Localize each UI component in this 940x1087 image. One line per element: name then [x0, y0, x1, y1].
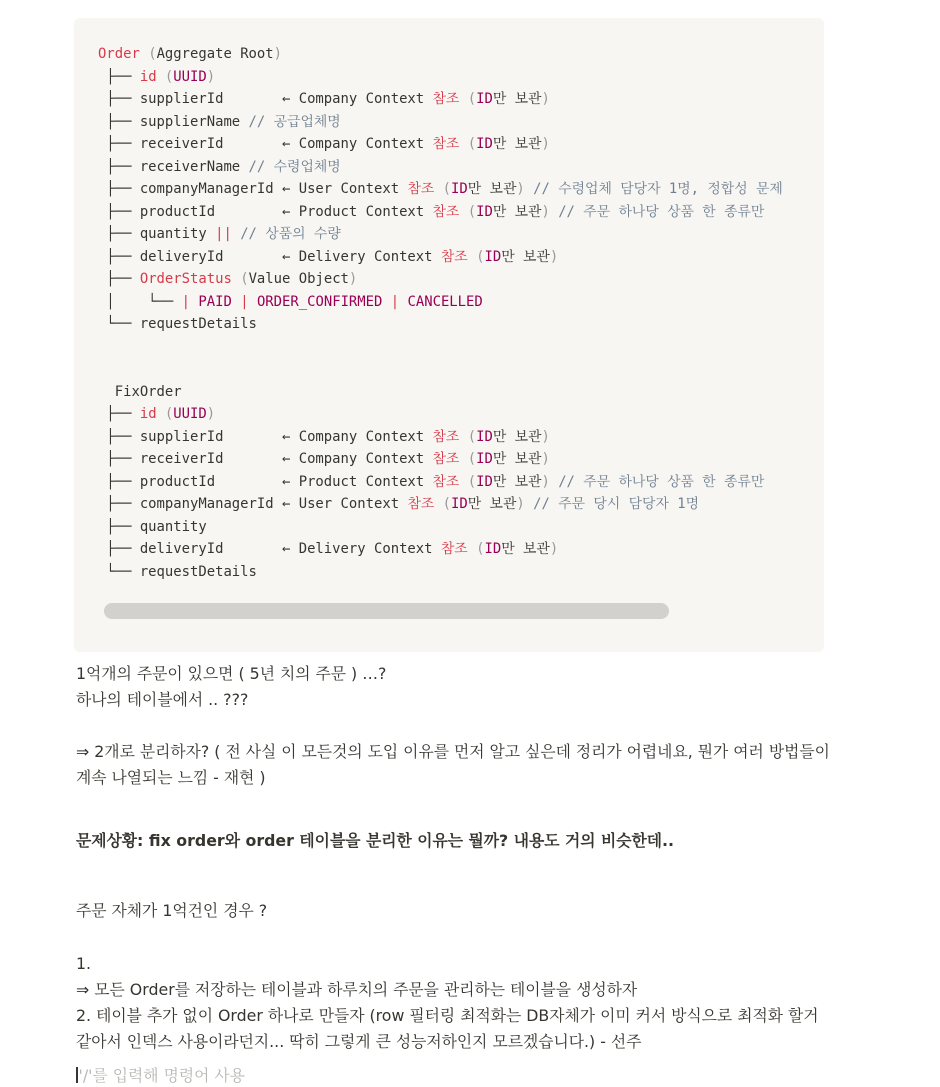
code-token: UUID	[173, 406, 207, 422]
code-line	[98, 156, 808, 179]
code-token: PAID	[190, 293, 241, 310]
code-token: )	[541, 473, 550, 490]
code-token: 만 보관	[467, 496, 517, 512]
code-token: │ └──	[98, 293, 182, 310]
code-token: // 주문 하나당 상품 한 종류만	[549, 203, 765, 220]
code-line	[98, 561, 808, 584]
code-token: ID	[476, 473, 493, 490]
code-token: 참조	[407, 496, 435, 512]
code-token: └── requestDetails	[98, 563, 257, 580]
code-token: ├── quantity	[98, 226, 216, 242]
code-line	[98, 538, 808, 561]
code-token: UUID	[173, 68, 207, 85]
code-token: (	[139, 46, 157, 62]
text-caret	[76, 1067, 78, 1083]
code-content[interactable]	[98, 43, 808, 583]
code-line	[98, 43, 808, 66]
code-token: ID	[476, 203, 493, 220]
code-token: // 주문 하나당 상품 한 종류만	[549, 473, 765, 490]
code-token: 만 보관	[492, 203, 542, 220]
code-token: 만 보관	[501, 248, 550, 265]
code-token: 참조	[440, 248, 468, 265]
paragraph-line: 2. 테이블 추가 없이 Order 하나로 만들자 (row 필터링 최적화는 DB자체가 이미 커서 방식으로 최적화 할거 같아서 인덱스 사용이라던지... 딱히 그렇게 큰 성능저하인지 모르겠습니다.) - 선주	[76, 1006, 819, 1051]
code-token: ├──	[98, 406, 140, 422]
code-block[interactable]	[74, 18, 824, 652]
code-token: (	[156, 68, 174, 85]
code-token: 참조	[432, 473, 460, 490]
code-token: (	[459, 136, 477, 152]
code-line	[98, 493, 808, 516]
paragraph-line: 1.	[76, 954, 92, 973]
code-line	[98, 471, 808, 494]
code-token: ├── deliveryId ← Delivery Context	[98, 248, 441, 265]
code-token: )	[549, 248, 559, 265]
code-line	[98, 381, 808, 404]
code-token: ├── deliveryId ← Delivery Context	[98, 541, 441, 557]
code-token: 참조	[432, 428, 460, 445]
code-token: ID	[451, 496, 468, 512]
code-token: 참조	[440, 541, 468, 557]
code-token: 만 보관	[492, 91, 542, 107]
problem-text: 문제상황: fix order와 order 테이블을 분리한 이유는 뭘까? 내용도 거의 비슷한데..	[76, 831, 675, 850]
code-line	[98, 223, 808, 246]
code-token: 참조	[432, 136, 460, 152]
code-line	[98, 448, 808, 471]
code-token: // 수령업체명	[248, 158, 341, 175]
code-line	[98, 178, 808, 201]
code-token: )	[541, 91, 550, 107]
code-line	[98, 403, 808, 426]
code-token: Value Object	[248, 271, 349, 287]
code-token: )	[541, 136, 550, 152]
code-token: )	[516, 181, 525, 197]
code-token: ID	[476, 91, 493, 107]
code-token: )	[273, 46, 283, 62]
code-line	[98, 336, 808, 359]
horizontal-scrollbar[interactable]	[104, 603, 669, 619]
code-token: ├──	[98, 271, 140, 287]
code-line	[98, 88, 808, 111]
code-token: ORDER_CONFIRMED	[248, 293, 391, 310]
code-token: )	[348, 271, 358, 287]
code-token: ├──	[98, 68, 140, 85]
code-token: 만 보관	[492, 473, 542, 490]
code-token: )	[206, 406, 216, 422]
code-line	[98, 516, 808, 539]
code-token: ├── supplierName	[98, 113, 249, 130]
code-token: id	[139, 406, 157, 422]
paragraph-case[interactable]	[76, 898, 836, 924]
code-token: ├── companyManagerId ← User Context	[98, 496, 408, 512]
code-token: |	[390, 293, 400, 310]
paragraph-line: 하나의 테이블에서 .. ???	[76, 690, 249, 709]
code-token: └── requestDetails	[98, 316, 257, 332]
paragraph-line: ⇒ 모든 Order를 저장하는 테이블과 하루치의 주문을 관리하는 테이블을 생성하자	[76, 980, 638, 999]
code-token: // 주문 당시 담당자 1명	[524, 496, 700, 512]
code-token: )	[206, 68, 216, 85]
code-token: // 상품의 수량	[231, 226, 341, 242]
code-token: ├── receiverId ← Company Context	[98, 136, 433, 152]
code-token: ID	[484, 248, 502, 265]
code-token: (	[156, 406, 174, 422]
code-token: Aggregate Root	[156, 46, 274, 62]
code-token: )	[541, 203, 550, 220]
code-token: ├── supplierId ← Company Context	[98, 91, 433, 107]
paragraph-proposal[interactable]	[76, 739, 836, 791]
code-token: OrderStatus	[139, 271, 232, 287]
code-token: ID	[484, 541, 502, 557]
empty-block-input[interactable]	[76, 1065, 245, 1087]
code-token: ├── receiverName	[98, 158, 249, 175]
code-token: 만 보관	[467, 181, 517, 197]
code-token: 참조	[432, 203, 460, 220]
code-token: 만 보관	[501, 541, 550, 557]
code-line	[98, 201, 808, 224]
code-token: CANCELLED	[399, 293, 483, 310]
code-token: ├── productId ← Product Context	[98, 473, 433, 490]
code-token: (	[467, 541, 485, 557]
paragraph-text: 주문 자체가 1억건인 경우 ?	[76, 901, 268, 920]
code-token: ID	[476, 451, 493, 467]
code-token: ID	[451, 181, 468, 197]
code-token: |	[181, 293, 191, 310]
code-line	[98, 358, 808, 381]
code-line	[98, 66, 808, 89]
code-line	[98, 133, 808, 156]
code-token: 만 보관	[492, 451, 542, 467]
code-line	[98, 246, 808, 269]
code-token: // 공급업체명	[248, 113, 341, 130]
code-token: (	[459, 473, 477, 490]
problem-statement[interactable]	[76, 828, 836, 854]
code-token: (	[459, 451, 477, 467]
code-token: (	[467, 248, 485, 265]
code-token: ├── quantity	[98, 518, 207, 535]
code-token: ├── supplierId ← Company Context	[98, 428, 433, 445]
code-token: FixOrder	[98, 383, 182, 400]
code-token: (	[434, 181, 452, 197]
code-token: )	[541, 428, 550, 445]
code-line	[98, 291, 808, 314]
code-token: 참조	[432, 91, 460, 107]
code-token: |	[240, 293, 249, 310]
code-token: 참조	[407, 181, 435, 197]
code-line	[98, 426, 808, 449]
code-token: )	[516, 496, 525, 512]
code-token: id	[139, 68, 157, 85]
code-line	[98, 111, 808, 134]
code-token: ├── productId ← Product Context	[98, 203, 433, 220]
code-token: ID	[476, 428, 493, 445]
code-token: (	[459, 428, 477, 445]
paragraph-question[interactable]	[76, 661, 836, 713]
paragraph-line: 1억개의 주문이 있으면 ( 5년 치의 주문 ) …?	[76, 664, 387, 683]
paragraph-text: ⇒ 2개로 분리하자? ( 전 사실 이 모든것의 도입 이유를 먼저 알고 싶은데 정리가 어렵네요, 뭔가 여러 방법들이 계속 나열되는 느낌 - 재현 )	[76, 742, 830, 787]
code-token: 참조	[432, 451, 460, 467]
code-token: )	[549, 541, 559, 557]
code-token: (	[459, 91, 477, 107]
placeholder-text: '/'를 입력해 명령어 사용	[78, 1066, 245, 1085]
code-token: (	[459, 203, 477, 220]
code-token: (	[231, 271, 249, 287]
code-token: 만 보관	[492, 136, 542, 152]
code-token: ├── companyManagerId ← User Context	[98, 181, 408, 197]
paragraph-options[interactable]	[76, 951, 836, 1055]
code-line	[98, 268, 808, 291]
code-token: ├── receiverId ← Company Context	[98, 451, 433, 467]
code-token: ID	[476, 136, 493, 152]
code-token: ||	[215, 226, 232, 242]
code-token: // 수령업체 담당자 1명, 정합성 문제	[524, 181, 783, 197]
code-token: 만 보관	[492, 428, 542, 445]
code-token: )	[541, 451, 550, 467]
code-token: Order	[98, 46, 140, 62]
code-line	[98, 313, 808, 336]
code-token: (	[434, 496, 452, 512]
